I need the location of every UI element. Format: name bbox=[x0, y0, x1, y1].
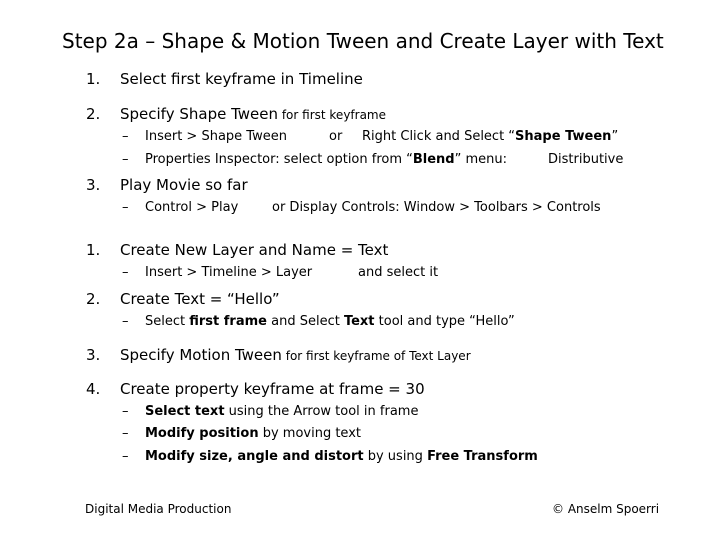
dash: – bbox=[122, 129, 129, 144]
item-3-text: Play Movie so far bbox=[120, 176, 248, 194]
dash: – bbox=[122, 265, 129, 280]
dash: – bbox=[122, 152, 129, 167]
layer-item-1-number: 1. bbox=[86, 241, 101, 259]
item-2-sub-1-alt: Right Click and Select “Shape Tween” bbox=[362, 129, 619, 144]
first-keyframe-term: first keyframe bbox=[171, 70, 276, 88]
distributive-option: Distributive bbox=[548, 152, 624, 167]
layer-item-1-text: Create New Layer and Name = Text bbox=[120, 241, 389, 259]
dash: – bbox=[122, 449, 129, 464]
layer-item-4-number: 4. bbox=[86, 380, 101, 398]
dash: – bbox=[122, 314, 129, 329]
layer-item-2-number: 2. bbox=[86, 290, 101, 308]
layer-item-4-text: Create property keyframe at frame = 30 bbox=[120, 380, 425, 398]
dash: – bbox=[122, 404, 129, 419]
layer-item-3-number: 3. bbox=[86, 346, 101, 364]
item-3-number: 3. bbox=[86, 176, 101, 194]
dash: – bbox=[122, 200, 129, 215]
item-3-sub-1-alt: or Display Controls: Window > Toolbars > Controls bbox=[272, 200, 601, 215]
item-2-sub-2: Properties Inspector: select option from “Blend” menu: bbox=[145, 152, 508, 167]
layer-item-2-sub-1: Select first frame and Select Text tool and type “Hello” bbox=[145, 314, 515, 329]
layer-item-4-sub-3: Modify size, angle and distort by using Free Transform bbox=[145, 449, 538, 464]
item-1-text: Select first keyframe in Timeline bbox=[120, 70, 363, 88]
slide-title: Step 2a – Shape & Motion Tween and Create Layer with Text bbox=[62, 29, 664, 53]
select-it-text: and select it bbox=[358, 265, 439, 280]
layer-item-3-text: Specify Motion Tween for first keyframe of Text Layer bbox=[120, 346, 471, 364]
or-label: or bbox=[329, 129, 343, 144]
dash: – bbox=[122, 426, 129, 441]
shape-tween-term: Shape Tween bbox=[179, 105, 279, 123]
layer-item-4-sub-1: Select text using the Arrow tool in frame bbox=[145, 404, 419, 419]
layer-item-4-sub-2: Modify position by moving text bbox=[145, 426, 361, 441]
item-1-number: 1. bbox=[86, 70, 101, 88]
item-2-number: 2. bbox=[86, 105, 101, 123]
layer-item-2-text: Create Text = “Hello” bbox=[120, 290, 280, 308]
footer-left: Digital Media Production bbox=[85, 502, 232, 516]
item-2-text: Specify Shape Tween for first keyframe bbox=[120, 105, 386, 123]
footer-right: © Anselm Spoerri bbox=[552, 502, 660, 516]
item-2-sub-1: Insert > Shape Tween bbox=[145, 129, 287, 144]
insert-layer-path: Insert > Timeline > Layer bbox=[145, 265, 313, 280]
control-play-path: Control > Play bbox=[145, 200, 239, 215]
